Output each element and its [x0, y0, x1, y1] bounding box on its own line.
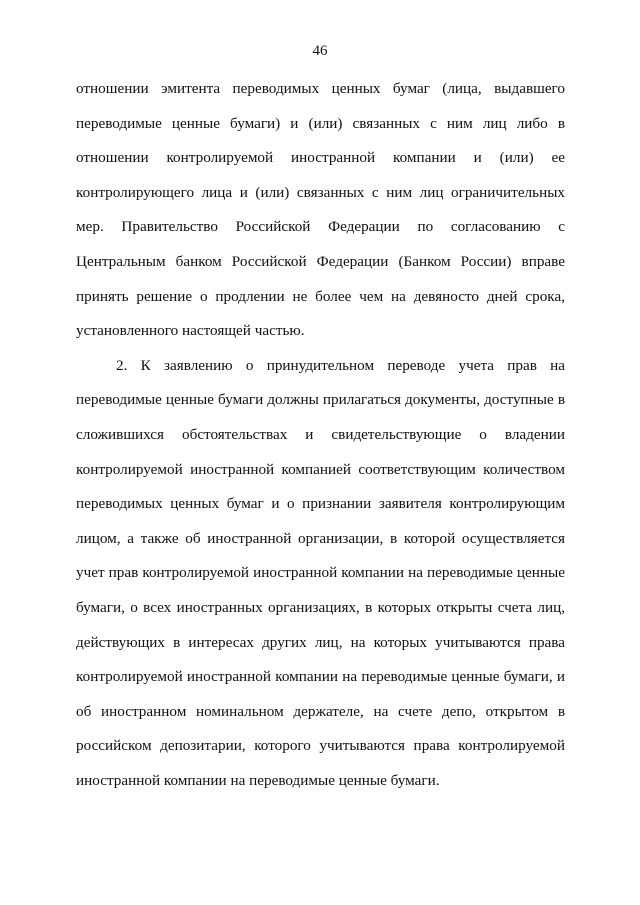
- text-line: переводимых ценных бумаг и о признании заявителя контролирующим: [76, 495, 565, 513]
- text-line: об иностранном номинальном держателе, на счете депо, открытом в: [76, 702, 565, 720]
- text-line: отношении эмитента переводимых ценных бумаг (лица, выдавшего: [76, 80, 565, 97]
- text-line: мер. Правительство Российской Федерации по согласованию с: [76, 218, 565, 236]
- text-line: бумаги, о всех иностранных организациях, в которых открыты счета лиц,: [76, 598, 565, 616]
- text-line: отношении контролируемой иностранной компании и (или) ее: [76, 149, 565, 167]
- text-line: Центральным банком Российской Федерации (Банком России) вправе: [76, 252, 565, 270]
- paragraph-continuation: [76, 72, 565, 349]
- text-line: действующих в интересах других лиц, на которых учитываются права: [76, 633, 565, 651]
- paragraph-item-2: [76, 349, 565, 799]
- text-line: лицом, а также об иностранной организации, в которой осуществляется: [76, 529, 565, 547]
- text-line: 2. К заявлению о принудительном переводе учета прав на: [116, 356, 565, 374]
- text-line: учет прав контролируемой иностранной компании на переводимые ценные: [76, 564, 565, 582]
- text-line: переводимые ценные бумаги должны прилагаться документы, доступные в: [76, 391, 565, 409]
- text-line: контролируемой иностранной компанией соответствующим количеством: [76, 460, 565, 478]
- text-line: сложившихся обстоятельствах и свидетельствующие о владении: [76, 425, 565, 443]
- text-line: принять решение о продлении не более чем на девяносто дней срока,: [76, 287, 565, 305]
- text-line: контролирующего лица и (или) связанных с ним лиц ограничительных: [76, 183, 565, 201]
- page-number: 46: [312, 43, 328, 59]
- text-line: контролируемой иностранной компании на переводимые ценные бумаги, и: [76, 668, 565, 686]
- text-line: установленного настоящей частью.: [76, 322, 305, 340]
- text-line: переводимые ценные бумаги) и (или) связанных с ним лиц либо в: [76, 114, 565, 132]
- document-body: [76, 72, 565, 798]
- text-line: иностранной компании на переводимые ценные бумаги.: [76, 771, 440, 789]
- text-line: российском депозитарии, которого учитываются права контролируемой: [76, 737, 565, 755]
